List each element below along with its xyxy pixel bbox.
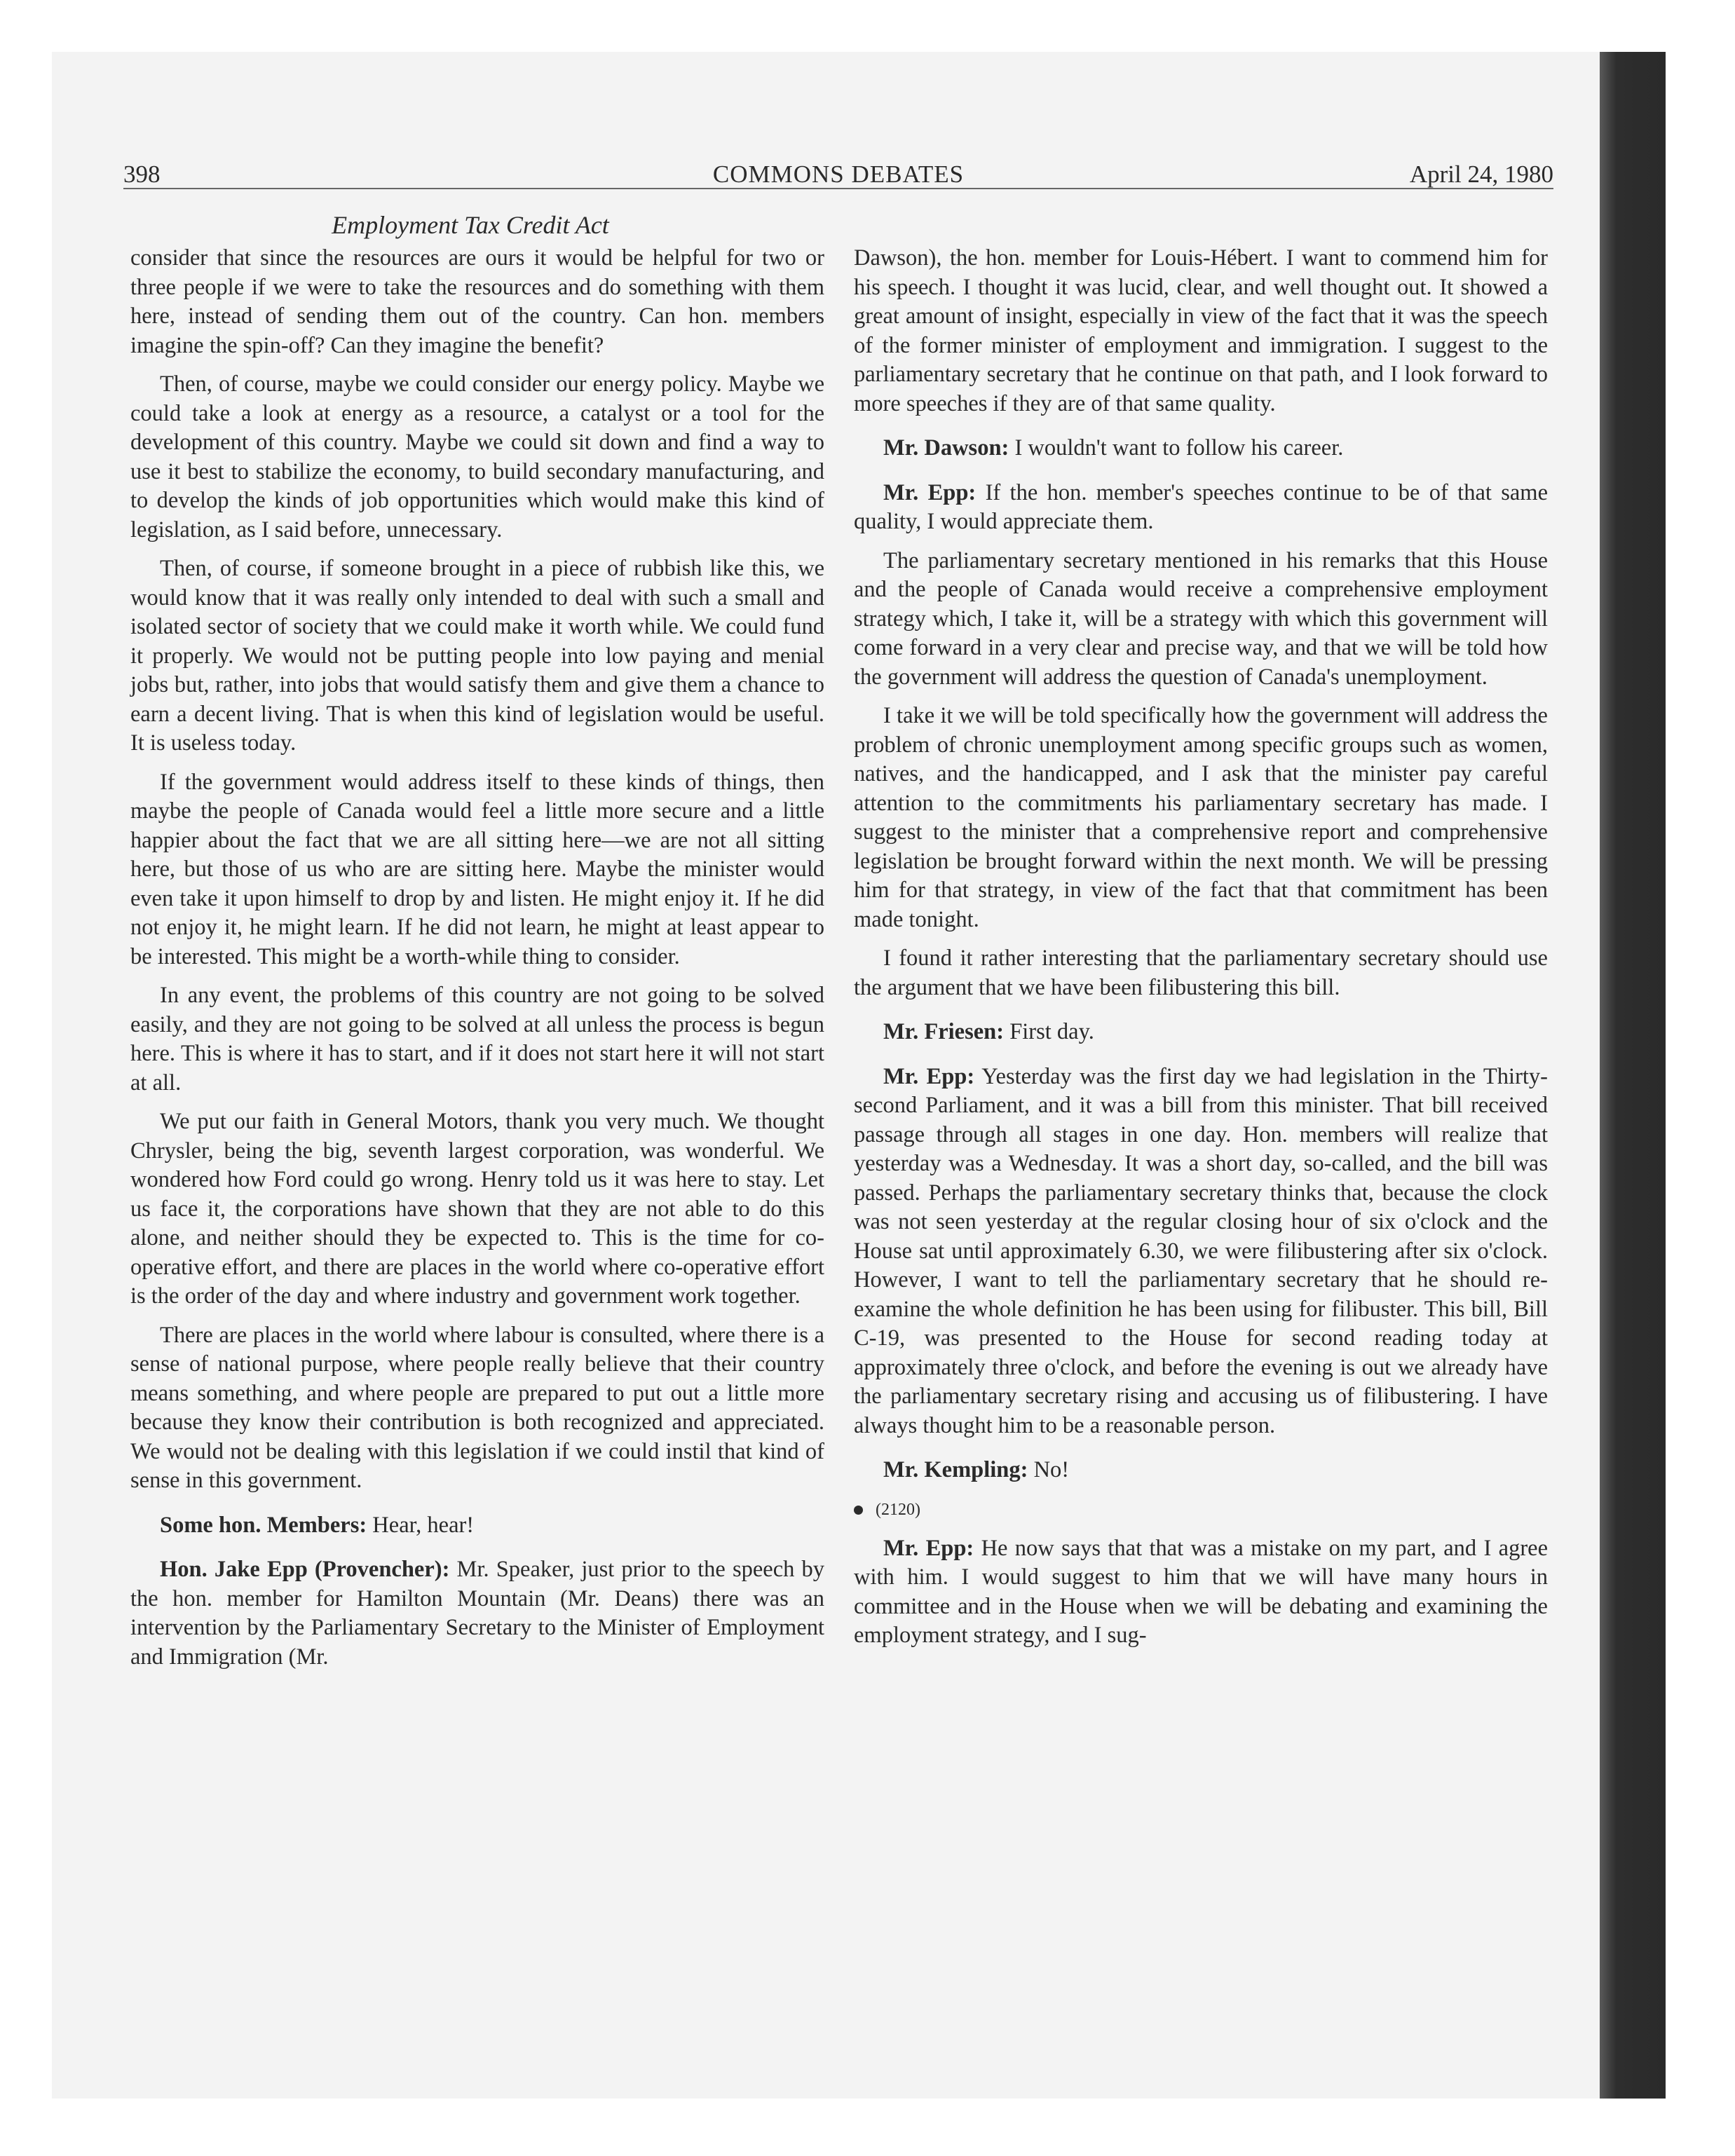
page-edge-shadow: [1600, 52, 1666, 2099]
timestamp-marker: [854, 1498, 1548, 1522]
speaker-name: Mr. Epp:: [883, 1063, 975, 1089]
paragraph: I take it we will be told specifically how the government will address the problem of chronic unemployment among specific groups such as women, natives, and the handicapped, and I ask that the minister pay careful attention to the commitments his parliamentary secretary has made. I suggest to the minister that a comprehensive report and comprehensive legislation be brought forward within the next month. We will be pressing him for that strategy, in view of the fact that that commitment has been made tonight.: [854, 703, 1548, 932]
paragraph: I found it rather interesting that the parliamentary secretary should use the argument that we have been filibustering this bill.: [854, 946, 1548, 1000]
speech-paragraph: [854, 1534, 1548, 1651]
running-title: COMMONS DEBATES: [712, 161, 965, 188]
speech-paragraph: [854, 479, 1548, 537]
speaker-name: Hon. Jake Epp (Provencher):: [160, 1557, 450, 1582]
speech-paragraph: [854, 1018, 1548, 1047]
paragraph: Then, of course, maybe we could consider our energy policy. Maybe we could take a look at energy as a resource, a catalyst or a tool for the development of this country. Maybe we could sit down and find a way to use it best to stabilize the economy, to build secondary manufacturing, and to develop the kinds of job opportunities which would make this kind of legislation, as I said before, unnecessary.: [130, 371, 824, 543]
header-rule: [123, 188, 1553, 189]
speaker-name: Mr. Dawson:: [883, 435, 1009, 460]
paragraph: The parliamentary secretary mentioned in his remarks that this House and the people of Canada would receive a comprehensive employment strategy which, I take it, will be a strategy with which this government will come forward in a very clear and precise way, and that we will be told how the government will address the question of Canada's unemployment.: [854, 547, 1548, 690]
page-number: 398: [123, 161, 161, 188]
left-column: [130, 244, 824, 1681]
speech-text: I wouldn't want to follow his career.: [1009, 435, 1344, 460]
section-title: Employment Tax Credit Act: [332, 211, 609, 239]
speech-paragraph: [854, 1456, 1548, 1485]
paragraph: We put our faith in General Motors, thank you very much. We thought Chrysler, being the big, seventh largest corporation, was wonderful. We wondered how Ford could go wrong. Henry told us it was here to stay. Let us face it, the corporations have shown that they are not able to do this alone, and neither should they be expected to. This is the time for co-operative effort, and there are places in the world where co-operative effort is the order of the day and where industry and government work together.: [130, 1109, 824, 1309]
speech-text: Mr. Speaker, just prior to the speech by the hon. member for Hamilton Mountain (Mr. Deans) there was an intervention by the Parliamentary Secretary to the Minister of Employment and Immigration (Mr.: [130, 1557, 824, 1670]
paragraph: Then, of course, if someone brought in a piece of rubbish like this, we would know that it was really only intended to deal with such a small and isolated sector of society that we could make it worth while. We could fund it properly. We would not be putting people into low paying and menial jobs but, rather, into jobs that would satisfy them and give them a chance to earn a decent living. That is when this kind of legislation would be useful. It is useless today.: [130, 556, 824, 756]
speech-text: If the hon. member's speeches continue to be of that same quality, I would appreciate them.: [854, 479, 1548, 534]
speech-paragraph: [854, 434, 1548, 463]
speech-text: No!: [1028, 1457, 1070, 1482]
speech-paragraph: [130, 1511, 824, 1541]
paragraph: In any event, the problems of this country are not going to be solved easily, and they are not going to be solved at all unless the process is begun here. This is where it has to start, and if it does not start here it will not start at all.: [130, 983, 824, 1096]
page-date: April 24, 1980: [1409, 161, 1553, 188]
paragraph: consider that since the resources are ours it would be helpful for two or three people if we were to take the resources and do something with them here, instead of sending them out of the country. Can hon. members imagine the spin-off? Can they imagine the benefit?: [130, 245, 824, 358]
page-header: [123, 157, 1553, 192]
speaker-name: Mr. Friesen:: [883, 1019, 1005, 1044]
right-column: [854, 244, 1548, 1660]
timestamp-text: (2120): [876, 1500, 920, 1519]
paragraph: Dawson), the hon. member for Louis-Hébert. I want to commend him for his speech. I thought it was lucid, clear, and well thought out. It showed a great amount of insight, especially in view of the fact that it was the speech of the former minister of employment and immigration. I suggest to the parliamentary secretary that he continue on that path, and I look forward to more speeches if they are of that same quality.: [854, 245, 1548, 416]
speaker-name: Mr. Epp:: [883, 479, 977, 505]
speech-paragraph: [854, 1063, 1548, 1441]
speaker-name: Mr. Kempling:: [883, 1457, 1028, 1482]
paragraph: There are places in the world where labour is consulted, where there is a sense of national purpose, where people really believe that their country means something, and where people are prepared to put out a little more because they know their contribution is both recognized and appreciated. We would not be dealing with this legislation if we could instil that kind of sense in this government.: [130, 1322, 824, 1493]
speech-text: Yesterday was the first day we had legislation in the Thirty-second Parliament, and it was a bill from this minister. That bill received passage through all stages in one day. Hon. members will realize that yesterday was a Wednesday. It was a short day, so-called, and the bill was passed. Perhaps the parliamentary secretary thinks that, because the clock was not seen yesterday at the regular closing hour of six o'clock and the House sat until approximately 6.30, we were filibustering after six o'clock. However, I want to tell the parliamentary secretary that he should re-examine the whole definition he has been using for filibuster. This bill, Bill C-19, was presented to the House for second reading today at approximately three o'clock, and before the evening is out we already have the parliamentary secretary rising and accusing us of filibustering. I have always thought him to be a reasonable person.: [854, 1063, 1548, 1438]
bullet-icon: [854, 1506, 863, 1515]
speech-text: Hear, hear!: [367, 1512, 475, 1538]
speech-text: He now says that that was a mistake on my part, and I agree with him. I would suggest to him that we will have many hours in committee and in the House when we will be debating and examining the employment strategy, and I sug-: [854, 1535, 1548, 1648]
speaker-name: Some hon. Members:: [160, 1512, 367, 1538]
paragraph: If the government would address itself to these kinds of things, then maybe the people of Canada would feel a little more secure and a little happier about the fact that we are all sitting here—we are not all sitting here, but those of us who are are sitting here. Maybe the minister would even take it upon himself to drop by and listen. He might enjoy it. If he did not enjoy it, he might learn. If he did not learn, he might at least appear to be interested. This might be a worth-while thing to consider.: [130, 769, 824, 969]
speaker-name: Mr. Epp:: [883, 1535, 974, 1561]
speech-text: First day.: [1004, 1019, 1094, 1044]
speech-paragraph: [130, 1555, 824, 1672]
